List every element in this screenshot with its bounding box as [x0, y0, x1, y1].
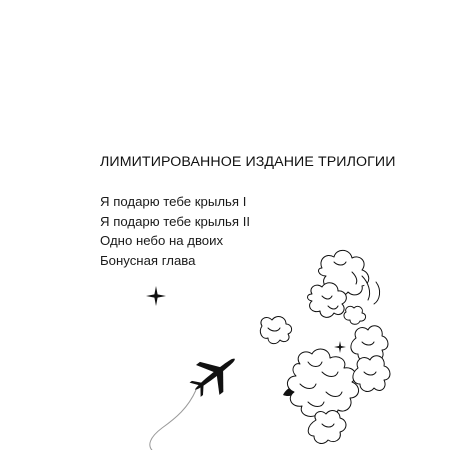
- cloud-icon: [260, 250, 390, 443]
- contents-item-2: Я подарю тебе крылья II: [100, 213, 251, 229]
- sparkle-star-icon: [334, 341, 346, 353]
- contents-item-3: Одно небо на двоих: [100, 233, 224, 249]
- contents-item-4: Бонусная глава: [100, 253, 196, 269]
- flight-trail-icon: [150, 390, 196, 450]
- contents-item-1: Я подарю тебе крылья I: [100, 194, 247, 209]
- sparkle-star-icon: [146, 286, 166, 306]
- page-heading: ЛИМИТИРОВАННОЕ ИЗДАНИЕ ТРИЛОГИИ: [100, 154, 396, 170]
